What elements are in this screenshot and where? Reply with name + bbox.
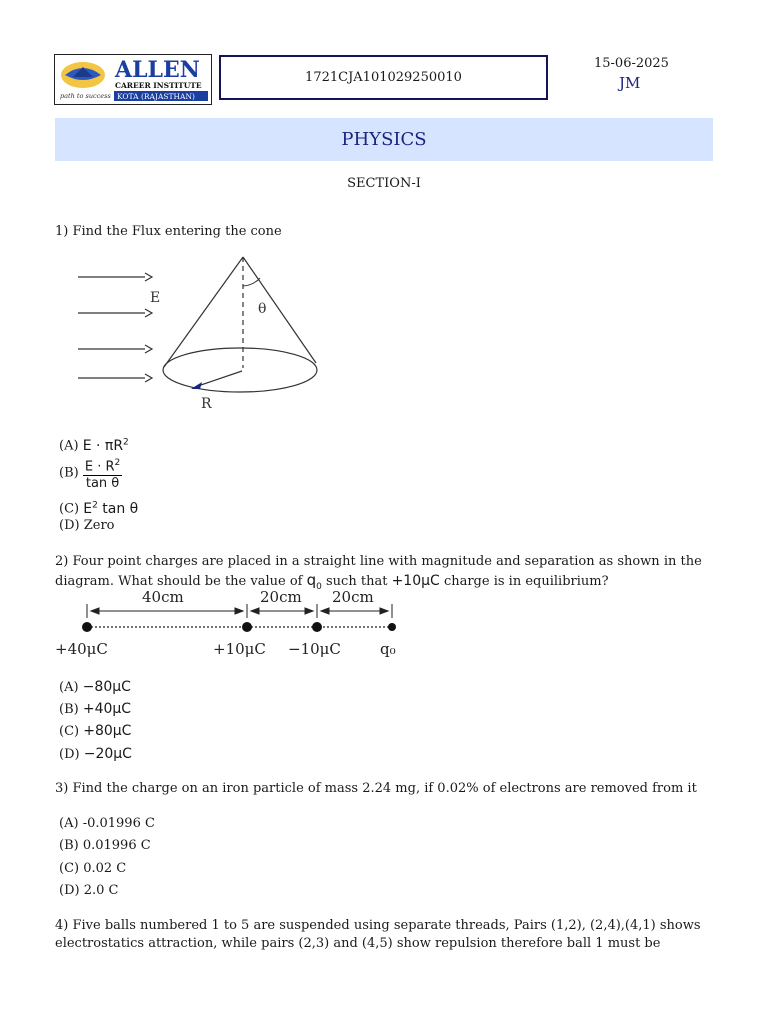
- charge-label: −10μC: [288, 640, 341, 658]
- option-label: (B): [59, 465, 79, 481]
- charge-dot: [82, 622, 92, 632]
- charge-dot: [312, 622, 322, 632]
- radius-label: R: [201, 396, 212, 412]
- option-text: -0.01996 C: [82, 816, 155, 831]
- option-label: (D): [59, 747, 80, 762]
- allen-logo: [54, 54, 212, 105]
- angle-label: θ: [258, 301, 267, 317]
- option-label: (C): [59, 501, 80, 517]
- logo-brand: ALLEN: [115, 57, 200, 83]
- angle-arc: [243, 278, 260, 286]
- distance-label: 20cm: [260, 588, 302, 606]
- charge-dot: [388, 623, 396, 631]
- option-math: +40μC: [82, 701, 132, 717]
- option-label: (D): [59, 883, 80, 898]
- option-label: (D): [59, 518, 80, 533]
- option-label: (B): [59, 702, 79, 717]
- q2-option-b: [59, 700, 131, 719]
- charges-figure: [55, 586, 415, 664]
- field-arrows: [78, 273, 152, 382]
- question-2-text: 2) Four point charges are placed in a straight line with magnitude and separation as shown in the diagram. What should be the value of $q_0$ such that +10μC charge is in equilibrium?: [55, 554, 702, 592]
- option-label: (A): [59, 680, 79, 695]
- logo-location: KOTA (RAJASTHAN): [117, 92, 195, 101]
- cone-base: [163, 348, 317, 392]
- option-label: (C): [59, 724, 80, 739]
- section-heading: SECTION-I: [347, 176, 421, 191]
- q2-option-c: [59, 722, 131, 741]
- option-label: (A): [59, 438, 79, 454]
- q2-option-a: [59, 678, 131, 697]
- question-3-text: 3) Find the charge on an iron particle of mass 2.24 mg, if 0.02% of electrons are removed from it: [55, 781, 697, 796]
- question-1-text: 1) Find the Flux entering the cone: [55, 224, 282, 239]
- q1-option-a: [59, 433, 129, 456]
- q3-option-c: [59, 860, 126, 878]
- charge-label: q₀: [380, 640, 396, 658]
- q3-option-b: [59, 837, 151, 855]
- option-math: −80μC: [82, 679, 131, 695]
- test-code-box: [219, 55, 548, 100]
- option-label: (B): [59, 838, 79, 853]
- radius-arrowhead: [191, 382, 202, 389]
- distance-label: 20cm: [332, 588, 374, 606]
- logo-tagline: path to success: [60, 92, 111, 100]
- distance-label: 40cm: [142, 588, 184, 606]
- exam-date: 15-06-2025: [594, 56, 669, 71]
- test-code: 1721CJA101029250010: [305, 70, 462, 85]
- q3-option-d: [59, 882, 118, 900]
- logo-line2: CAREER INSTITUTE: [115, 81, 202, 90]
- option-text: 0.01996 C: [82, 838, 151, 853]
- option-text: 2.0 C: [83, 883, 119, 898]
- charge-label: +40μC: [55, 640, 108, 658]
- session-code: JM: [619, 74, 641, 92]
- option-label: (A): [59, 816, 79, 831]
- q1-option-d: [59, 517, 115, 535]
- cone-figure: [60, 250, 335, 415]
- option-math: −20μC: [83, 746, 132, 762]
- question-4-text: 4) Five balls numbered 1 to 5 are suspended using separate threads, Pairs (1,2), (2,4),(4,1) shows electrostatics attraction, while pairs (2,3) and (4,5) show repulsion therefore ball 1 must be: [55, 918, 701, 951]
- option-text: 0.02 C: [83, 861, 127, 876]
- subject-title: PHYSICS: [341, 129, 427, 150]
- field-label: E: [150, 290, 161, 306]
- option-label: (C): [59, 861, 80, 876]
- option-text: Zero: [83, 518, 115, 533]
- subject-banner: [55, 118, 713, 161]
- option-math: $E \cdot \pi R^2$: [82, 437, 129, 454]
- cone-right-edge: [243, 257, 316, 363]
- option-fraction: $\frac{E \cdot R^2}{\text{tan θ}}$: [83, 455, 122, 492]
- q1-option-b: [59, 455, 122, 492]
- option-math: $E^2$ tan θ: [83, 500, 139, 517]
- q2-option-d: [59, 745, 132, 764]
- q3-option-a: [59, 815, 155, 833]
- charge-label: +10μC: [213, 640, 266, 658]
- radius-line: [195, 371, 242, 387]
- charge-dot: [242, 622, 252, 632]
- q1-option-c: [59, 496, 138, 519]
- option-math: +80μC: [83, 723, 132, 739]
